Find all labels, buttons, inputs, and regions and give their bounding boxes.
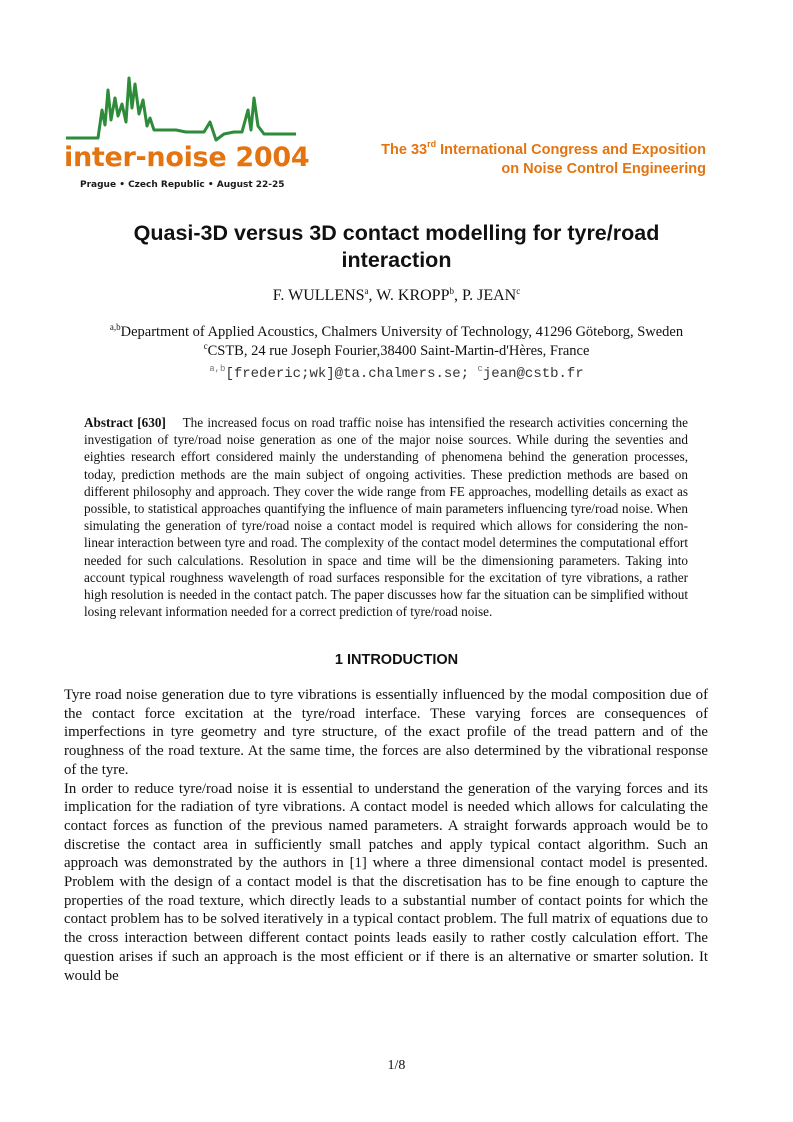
email-link[interactable]: jean@cstb.fr <box>482 366 584 382</box>
affiliation-2: $^c$CSTB, 24 rue Joseph Fourier,38400 Saint-Martin-d'Hères, France <box>203 341 590 359</box>
author: W. KROPP$^b$, <box>376 286 462 304</box>
author-emails: $^{a,b}$[frederic;wk]@ta.chalmers.se; $^c$jean@cstb.fr <box>209 364 584 382</box>
paragraph: In order to reduce tyre/road noise it is essential to understand the generation of the varying forces and its implication for the radiation of tyre vibrations. A contact model is needed which allows for calculating the contact forces as function of the previous named parameters. A straight forwards approach would be to discretise the contact area in sufficiently small patches and apply typical contact algorithm. Such an approach was demonstrated by the authors in [1] where a three dimensional contact model is presented. Problem with the design of a contact model is that the discretisation has to be fine enough to capture the properties of the road texture, which directly leads to a substantial number of contact points for which the contact problem has to be solved iteratively in a typical contact problem. The full matrix of equations due to the cross interaction between different contact points leads easily to rather costly calculation effort. The question arises if such an approach is the most efficient or if there is an alternative or smarter solution. It would be <box>64 780 708 984</box>
logo-event-details: Prague • Czech Republic • August 22-25 <box>80 180 285 190</box>
abstract-label: Abstract [630] <box>84 415 166 430</box>
author: F. WULLENS$^a$, <box>272 286 377 304</box>
logo-wordmark: inter-noise 2004 <box>64 142 310 173</box>
prague-skyline-graphic <box>64 70 296 150</box>
affiliation-1: $^{a,b}$Department of Applied Acoustics, Chalmers University of Technology, 41296 Göteborg, Sweden <box>109 322 684 340</box>
paragraph: Tyre road noise generation due to tyre vibrations is essentially influenced by the modal composition due of the contact force excitation at the tyre/road interface. These varying forces are consequences of imperfections in tyre geometry and tyre structure, of the exact profile of the tread pattern and of the roughness of the road texture. At the same time, the forces are also determined by the vibrational response of the tyre. <box>64 687 708 778</box>
email-link[interactable]: [frederic;wk]@ta.chalmers.se; <box>225 366 478 382</box>
author-list <box>0 287 793 305</box>
abstract-text: The increased focus on road traffic noise has intensified the research activities concerning the investigation of tyre/road noise generation as one of the major noise sources. While during the seventies and eighties research effort considered mainly the understanding of phenomena behind the generation processes, today, prediction methods are the main subject of ongoing activities. These prediction methods are based on different philosophy and approach. They cover the wide range from FE approaches, modelling details as exact as possible, to statistical approaches quantifying the influence of main parameters influencing tyre/road noise. When simulating the generation of tyre/road noise a contact model is required which allows for considering the non-linear interaction between tyre and road. The complexity of the contact model determines the computational effort needed for such calculations. Resolution in space and time will be the dimensioning parameters. Taking into account typical roughness wavelength of road surfaces responsible for the excitation of tyre vibrations, a rather high resolution is needed in the contact patch. The paper discusses how far the situation can be simplified without losing relevant information needed for a correct prediction of tyre/road noise. <box>84 415 689 620</box>
page-number: 1/8 <box>387 1058 406 1073</box>
abstract <box>84 414 688 620</box>
congress-line-2: on Noise Control Engineering <box>501 161 706 177</box>
section-body <box>64 686 708 985</box>
paper-title: Quasi-3D versus 3D contact modelling for tyre/road interaction <box>133 221 660 272</box>
section-heading: 1 INTRODUCTION <box>334 652 459 668</box>
conference-logo <box>64 70 310 192</box>
congress-header <box>381 141 706 179</box>
congress-line-1: The 33rd International Congress and Exposition <box>381 139 706 158</box>
author: P. JEAN$^c$ <box>461 286 521 304</box>
